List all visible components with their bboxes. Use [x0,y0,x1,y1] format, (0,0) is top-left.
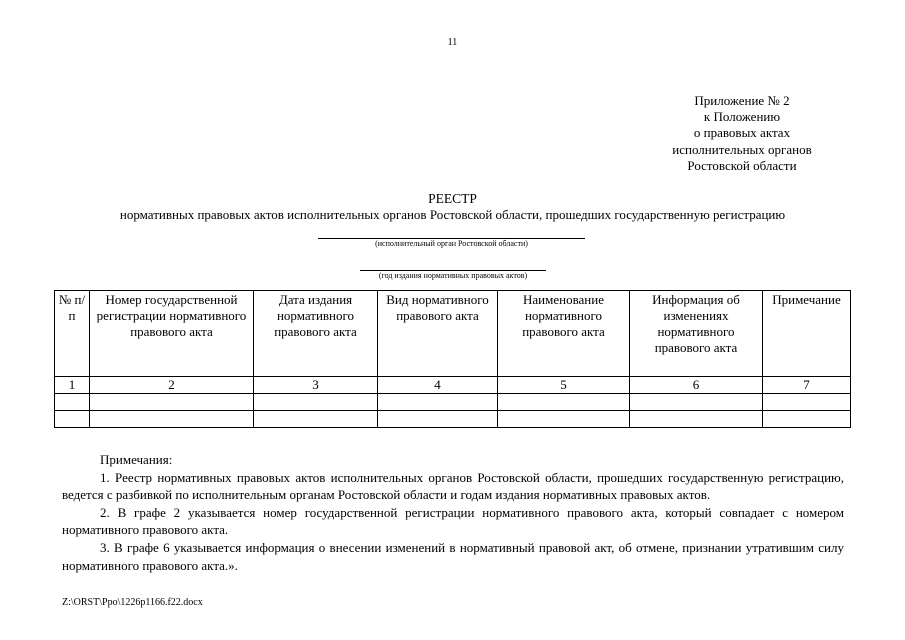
table-cell [90,394,254,411]
table-cell [254,394,378,411]
table-row [55,411,851,428]
table-header-cell: Дата издания нормативного правового акта [254,291,378,377]
notes-section [62,451,844,574]
year-caption: (год издания нормативных правовых актов) [378,271,528,280]
table-header-cell: № п/п [55,291,90,377]
note-item: 2. В графе 2 указывается номер государственной регистрации нормативного правового акта, который совпадает с номером нормативного правового акта. [62,504,844,538]
table-number-row [55,377,851,394]
table-cell [378,394,498,411]
table-header-cell: Информация об изменениях нормативного правового акта [630,291,763,377]
table-header-cell: Номер государственной регистрации нормативного правового акта [90,291,254,377]
table-header-cell: Вид нормативного правового акта [378,291,498,377]
notes-heading: Примечания: [100,452,173,467]
appendix-line: исполнительных органов [672,141,812,157]
note-item: 1. Реестр нормативных правовых актов исполнительных органов Ростовской области, прошедших государственную регистрацию, ведется с разбивкой по исполнительным органам Ростовской области и годам издания нормативных правовых актов. [62,469,844,503]
organ-caption: (исполнительный орган Ростовской области) [375,239,528,248]
appendix-line: о правовых актах [693,125,791,141]
registry-title: РЕЕСТР [428,191,477,206]
column-number-cell: 3 [254,377,378,394]
table-header-cell: Наименование нормативного правового акта [498,291,630,377]
column-number-cell: 4 [378,377,498,394]
table-cell [498,394,630,411]
table-cell [763,411,851,428]
table-cell [254,411,378,428]
column-number-cell: 2 [90,377,254,394]
table-row [55,394,851,411]
column-number-cell: 5 [498,377,630,394]
appendix-line: Ростовской области [687,157,797,173]
appendix-line: к Положению [703,109,781,125]
note-item: 3. В графе 6 указывается информация о внесении изменений в нормативный правовой акт, об отмене, признании утратившим силу нормативного правового акта.». [62,539,844,573]
page-number: 11 [447,37,458,48]
registry-subtitle: нормативных правовых актов исполнительных органов Ростовской области, прошедших государственную регистрацию [119,207,786,222]
table-cell [630,394,763,411]
table-cell [763,394,851,411]
registry-table [54,290,851,428]
table-header-row [55,291,851,377]
table-cell [90,411,254,428]
appendix-line: Приложение № 2 [694,93,790,108]
table-cell [498,411,630,428]
appendix-header [632,93,852,174]
column-number-cell: 7 [763,377,851,394]
table-cell [55,411,90,428]
table-cell [630,411,763,428]
column-number-cell: 6 [630,377,763,394]
table-cell [378,411,498,428]
table-header-cell: Примечание [763,291,851,377]
table-cell [55,394,90,411]
file-path-footer: Z:\ORST\Ppo\1226p1166.f22.docx [62,597,203,608]
column-number-cell: 1 [55,377,90,394]
